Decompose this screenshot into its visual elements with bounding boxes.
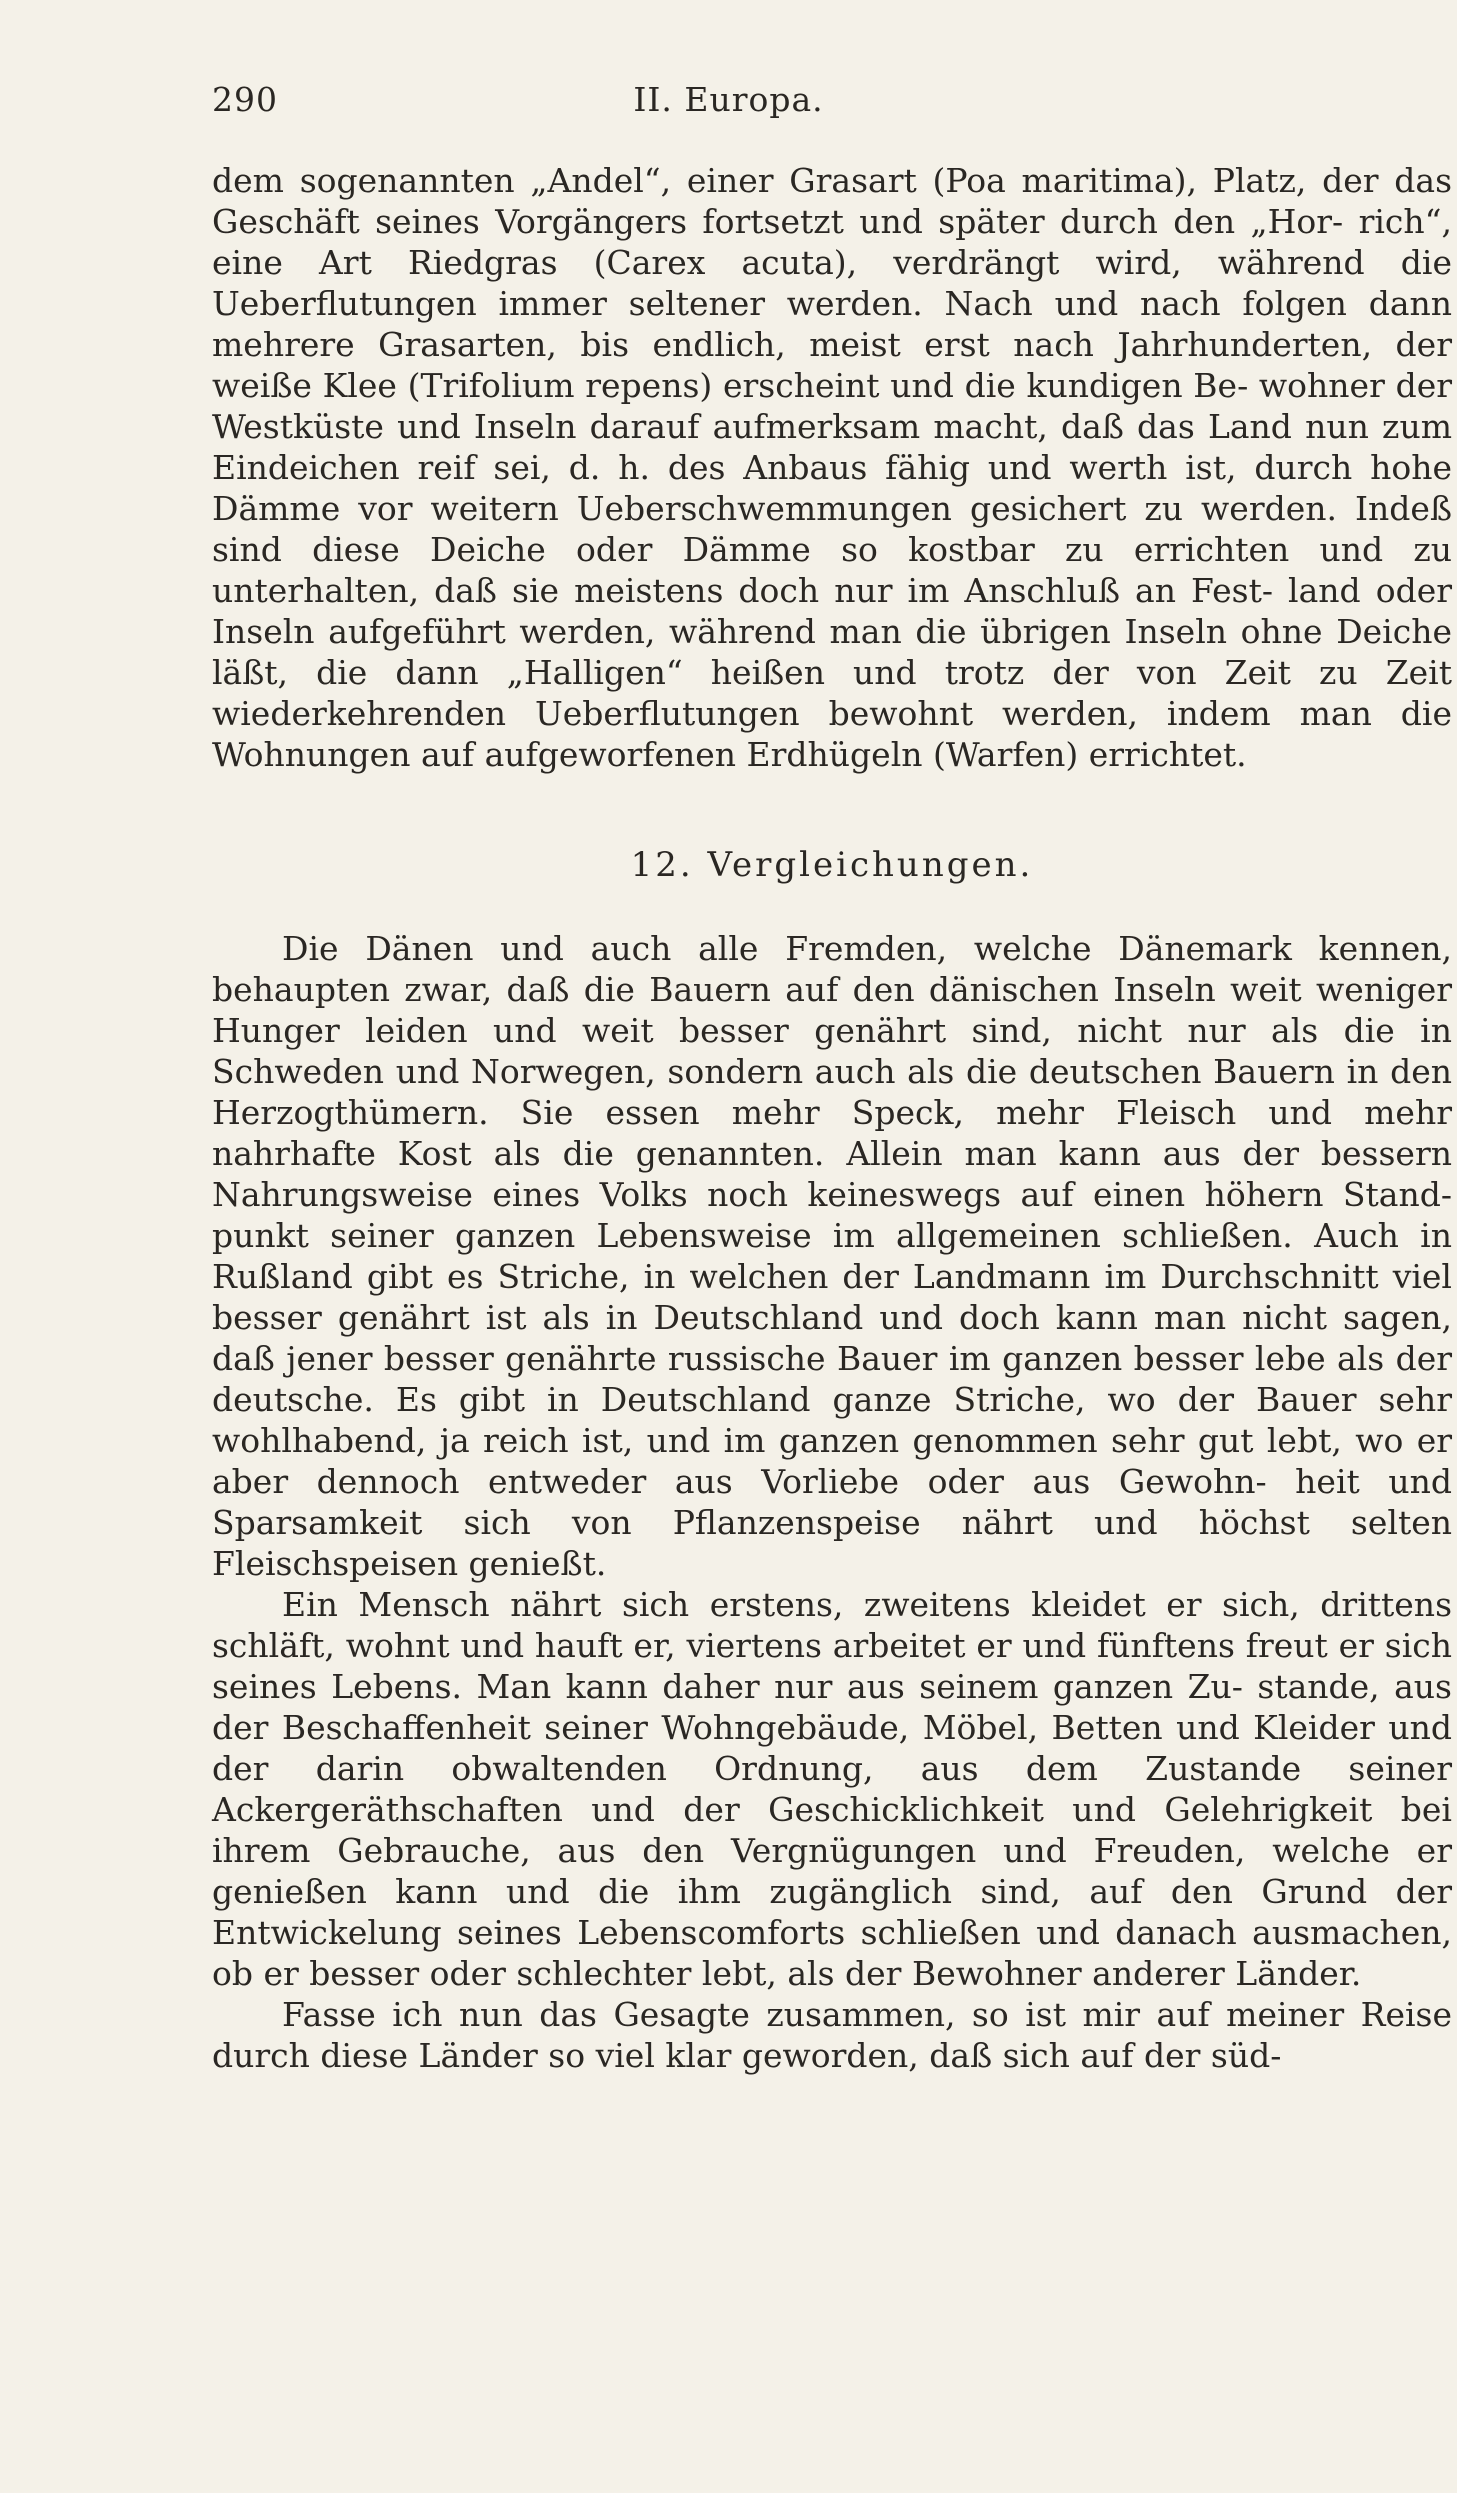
body-text (212, 160, 1452, 2076)
paragraph-lebensweise: Ein Mensch nährt sich erstens, zweitens kleidet er sich, drittens schläft, wohnt und hauft er, viertens arbeitet er und fünftens freut er sich seines Lebens. Man kann daher nur aus seinem ganzen Zu- stande, aus der Beschaffenheit seiner Wohngebäude, Möbel, Betten und Kleider und der darin obwaltenden Ordnung, aus dem Zustande seiner Ackergeräthschaften und der Geschicklichkeit und Gelehrigkeit bei ihrem Gebrauche, aus den Vergnügungen und Freuden, welche er genießen kann und die ihm zugänglich sind, auf den Grund der Entwickelung seines Lebenscomforts schließen und danach ausmachen, ob er besser oder schlechter lebt, als der Bewohner anderer Länder. (212, 1585, 1452, 1993)
paragraph-vergleichungen: Die Dänen und auch alle Fremden, welche Dänemark kennen, behaupten zwar, daß die Bauern auf den dänischen Inseln weit weniger Hunger leiden und weit besser genährt sind, nicht nur als die in Schweden und Norwegen, sondern auch als die deutschen Bauern in den Herzogthümern. Sie essen mehr Speck, mehr Fleisch und mehr nahrhafte Kost als die genannten. Allein man kann aus der bessern Nahrungsweise eines Volks noch keineswegs auf einen höhern Stand- punkt seiner ganzen Lebensweise im allgemeinen schließen. Auch in Rußland gibt es Striche, in welchen der Landmann im Durchschnitt viel besser genährt ist als in Deutschland und doch kann man nicht sagen, daß jener besser genährte russische Bauer im ganzen besser lebe als der deutsche. Es gibt in Deutschland ganze Striche, wo der Bauer sehr wohlhabend, ja reich ist, und im ganzen genommen sehr gut lebt, wo er aber dennoch entweder aus Vorliebe oder aus Gewohn- heit und Sparsamkeit sich von Pflanzenspeise nährt und höchst selten Fleischspeisen genießt. (212, 929, 1452, 1583)
running-head: II. Europa. (633, 80, 824, 119)
page-header (0, 80, 1457, 130)
paragraph-andel: dem sogenannten „Andel“, einer Grasart (Poa maritima), Platz, der das Geschäft seines Vorgängers fortsetzt und später durch den „Hor- rich“, eine Art Riedgras (Carex acuta), verdrängt wird, während die Ueberflutungen immer seltener werden. Nach und nach folgen dann mehrere Grasarten, bis endlich, meist erst nach Jahrhunderten, der weiße Klee (Trifolium repens) erscheint und die kundigen Be- wohner der Westküste und Inseln darauf aufmerksam macht, daß das Land nun zum Eindeichen reif sei, d. h. des Anbaus fähig und werth ist, durch hohe Dämme vor weitern Ueberschwemmungen gesichert zu werden. Indeß sind diese Deiche oder Dämme so kostbar zu errichten und zu unterhalten, daß sie meistens doch nur im Anschluß an Fest- land oder Inseln aufgeführt werden, während man die übrigen Inseln ohne Deiche läßt, die dann „Halligen“ heißen und trotz der von Zeit zu Zeit wiederkehrenden Ueberflutungen bewohnt werden, indem man die Wohnungen auf aufgeworfenen Erdhügeln (Warfen) errichtet. (212, 161, 1452, 774)
page-number: 290 (212, 80, 278, 119)
section-heading: 12. Vergleichungen. (630, 845, 1034, 885)
paragraph-zusammenfassung: Fasse ich nun das Gesagte zusammen, so ist mir auf meiner Reise durch diese Länder so viel klar geworden, daß sich auf der süd- (212, 1995, 1452, 2075)
